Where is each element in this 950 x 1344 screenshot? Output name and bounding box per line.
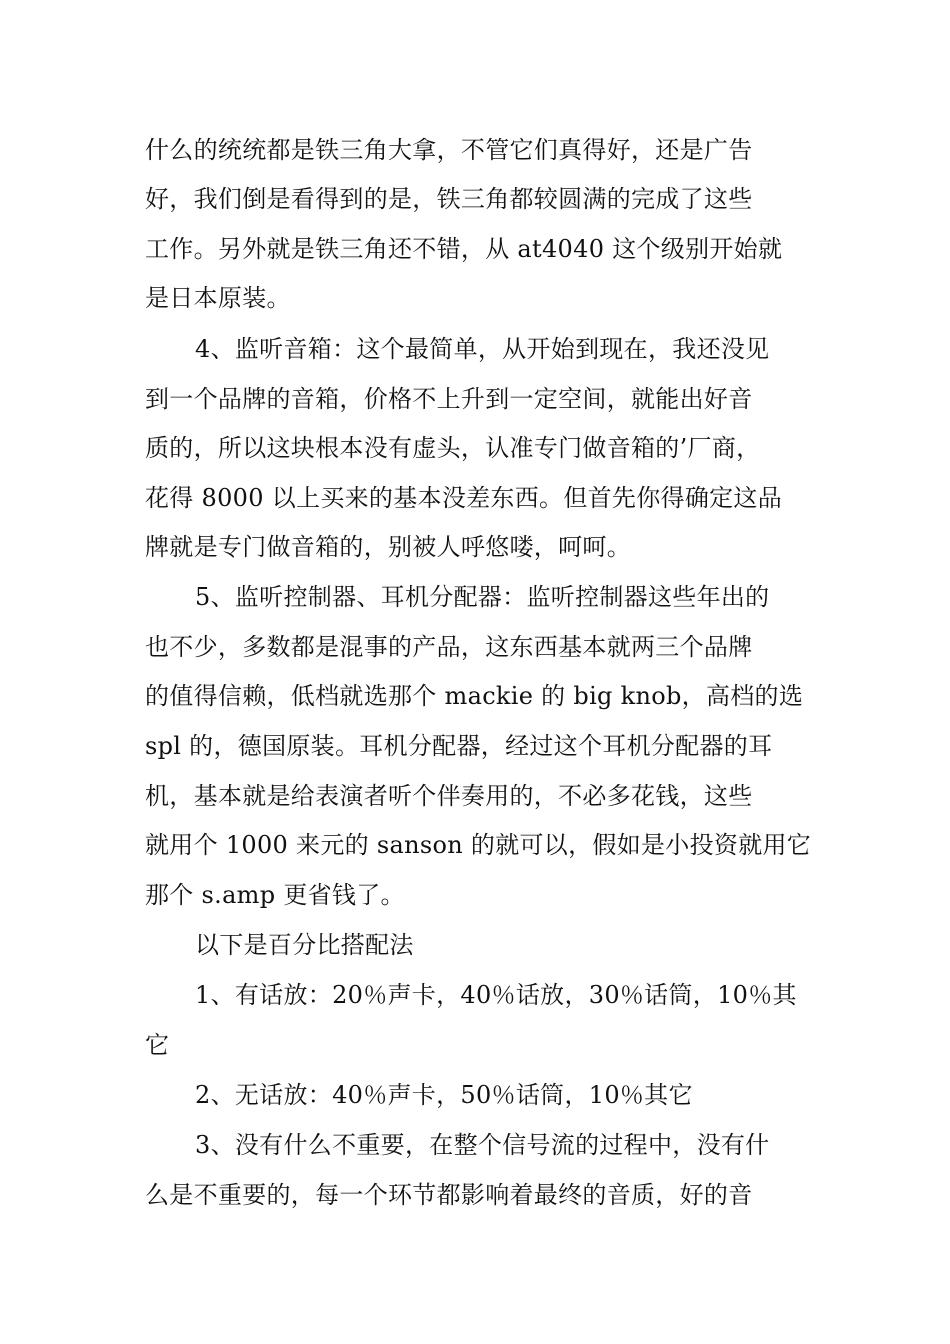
body-text-line: 什么的统统都是铁三角大拿，不管它们真得好，还是广告 — [145, 136, 753, 164]
list-item-line: 1、有话放：20％声卡，40％话放，30％话筒，10％其 — [195, 981, 797, 1009]
body-text-line: 工作。另外就是铁三角还不错，从 at4040 这个级别开始就 — [145, 235, 783, 263]
body-text-line: 质的，所以这块根本没有虚头，认准专门做音箱的’厂商， — [145, 434, 761, 462]
list-item-line: 2、无话放：40％声卡，50％话筒，10％其它 — [195, 1081, 693, 1109]
body-text-line: 牌就是专门做音箱的，别被人呼悠喽，呵呵。 — [145, 533, 631, 561]
body-text-line: 好，我们倒是看得到的是，铁三角都较圆满的完成了这些 — [145, 185, 753, 213]
body-text-line: 么是不重要的，每一个环节都影响着最终的音质，好的音 — [145, 1181, 753, 1209]
paragraph-start-line: 5、监听控制器、耳机分配器：监听控制器这些年出的 — [195, 583, 770, 611]
body-text-line: 花得 8000 以上买来的基本没差东西。但首先你得确定这品 — [145, 484, 783, 512]
list-item-line: 3、没有什么不重要，在整个信号流的过程中，没有什 — [195, 1131, 770, 1159]
body-text-line: 的值得信赖，低档就选那个 mackie 的 big knob，高档的选 — [145, 682, 804, 710]
body-text-line: spl 的，德国原装。耳机分配器，经过这个耳机分配器的耳 — [145, 732, 773, 760]
body-text-line: 是日本原装。 — [145, 284, 291, 312]
body-text-line: 也不少，多数都是混事的产品，这东西基本就两三个品牌 — [145, 633, 753, 661]
body-text-line: 机，基本就是给表演者听个伴奏用的，不必多花钱，这些 — [145, 782, 753, 810]
section-heading-line: 以下是百分比搭配法 — [195, 931, 414, 959]
body-text-line: 到一个品牌的音箱，价格不上升到一定空间，就能出好音 — [145, 385, 753, 413]
body-text-line: 那个 s.amp 更省钱了。 — [145, 881, 405, 909]
paragraph-start-line: 4、监听音箱：这个最简单，从开始到现在，我还没见 — [195, 335, 770, 363]
body-text-line: 它 — [145, 1031, 170, 1059]
body-text-line: 就用个 1000 来元的 sanson 的就可以，假如是小投资就用它 — [145, 831, 812, 859]
